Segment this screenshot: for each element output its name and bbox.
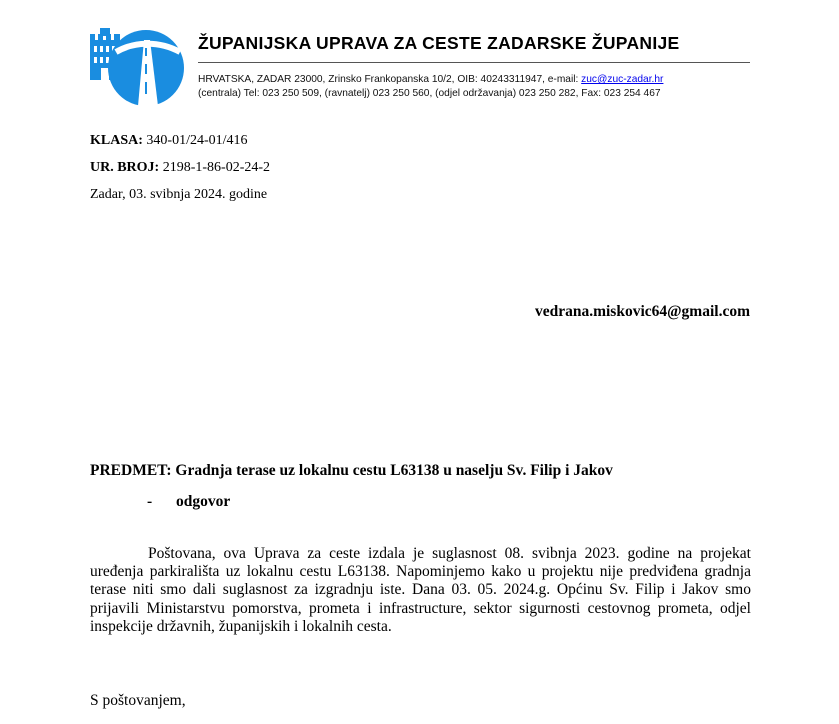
- klasa-line: [90, 133, 248, 149]
- letter-body: Poštovana, ova Uprava za ceste izdala je suglasnost 08. svibnja 2023. godine na projekat uređenja parkirališta uz lokalnu cestu L63138. Napominjemo kako u projektu nije predviđena gradnja terase niti smo dali suglasnost za izgradnju iste. Dana 03. 05. 2024.g. Općinu Sv. Filip i Jakov smo prijavili Ministarstvu pomorstva, prometa i infrastructure, sektor sigurnosti cestovnog prometa, odjel inspekcije državnih, županijskih i lokalnih cesta.: [90, 545, 751, 635]
- header-divider: [198, 62, 750, 63]
- organization-logo: [88, 22, 184, 108]
- email-link[interactable]: zuc@zuc-zadar.hr: [581, 74, 664, 85]
- klasa-value: 340-01/24-01/416: [146, 133, 248, 148]
- closing: S poštovanjem,: [90, 692, 186, 709]
- subject-item-text: odgovor: [176, 493, 231, 510]
- bullet-dash: -: [147, 493, 153, 510]
- address-line-2: (centrala) Tel: 023 250 509, (ravnatelj) 023 250 560, (odjel održavanja) 023 250 282, Fax: 023 254 467: [198, 88, 661, 99]
- urbroj-value: 2198-1-86-02-24-2: [162, 160, 271, 175]
- recipient-email: vedrana.miskovic64@gmail.com: [534, 303, 750, 320]
- subject-item: [147, 493, 230, 511]
- organization-name: ŽUPANIJSKA UPRAVA ZA CESTE ZADARSKE ŽUPANIJE: [198, 33, 680, 53]
- address-line-1: [198, 74, 663, 85]
- urbroj-line: [90, 160, 270, 176]
- subject-line: PREDMET: Gradnja terase uz lokalnu cestu L63138 u naselju Sv. Filip i Jakov: [90, 462, 613, 479]
- place-date: Zadar, 03. svibnja 2024. godine: [90, 187, 268, 202]
- klasa-label: KLASA:: [90, 133, 143, 148]
- urbroj-label: UR. BROJ:: [90, 160, 160, 175]
- address-text: HRVATSKA, ZADAR 23000, Zrinsko Frankopanska 10/2, OIB: 40243311947, e-mail:: [198, 74, 582, 85]
